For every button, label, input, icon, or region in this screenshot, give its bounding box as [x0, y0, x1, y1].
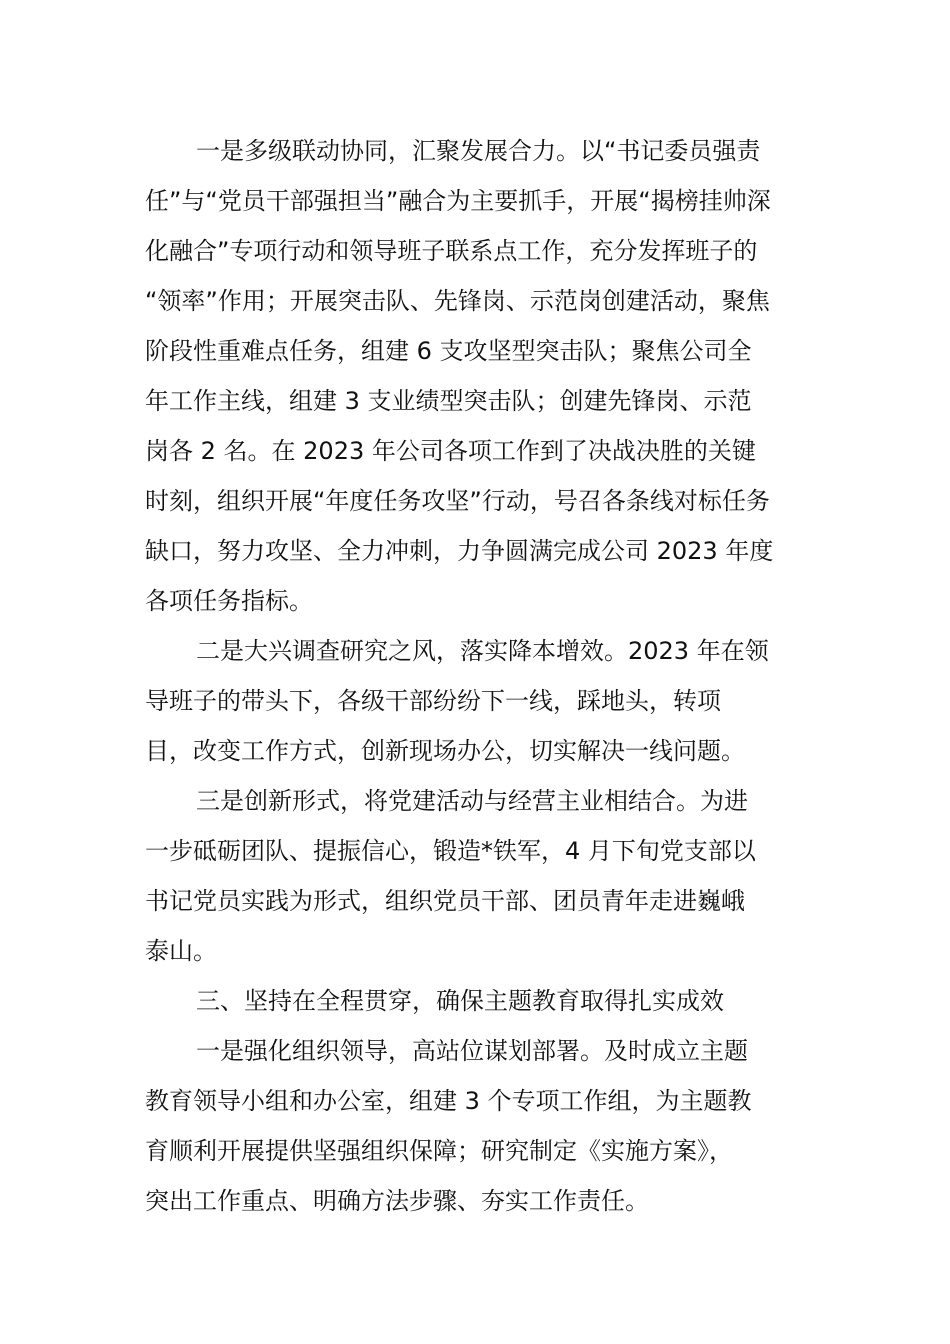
paragraph-3-line-2: 一步砥砺团队、提振信心，锻造*铁军，4 月下旬党支部以 — [145, 837, 756, 865]
paragraph-3-line-3: 书记党员实践为形式，组织党员干部、团员青年走进巍峨 — [145, 887, 745, 915]
paragraph-1-line-10: 各项任务指标。 — [145, 587, 313, 615]
document-body — [145, 126, 810, 1226]
paragraph-4-line-3: 育顺利开展提供坚强组织保障；研究制定《实施方案》， — [145, 1137, 733, 1165]
paragraph-1-line-8: 时刻，组织开展“年度任务攻坚”行动，号召各条线对标任务 — [145, 487, 770, 515]
paragraph-4-line-2: 教育领导小组和办公室，组建 3 个专项工作组，为主题教 — [145, 1087, 752, 1115]
paragraph-1-line-5: 阶段性重难点任务，组建 6 支攻坚型突击队；聚焦公司全 — [145, 337, 752, 365]
paragraph-2-line-1: 二是大兴调查研究之风，落实降本增效。2023 年在领 — [196, 637, 769, 665]
paragraph-1-line-4: “领率”作用；开展突击队、先锋岗、示范岗创建活动，聚焦 — [145, 287, 770, 315]
section-heading: 三、坚持在全程贯穿，确保主题教育取得扎实成效 — [196, 987, 724, 1015]
paragraph-1-line-7: 岗各 2 名。在 2023 年公司各项工作到了决战决胜的关键 — [145, 437, 756, 465]
paragraph-4-line-1: 一是强化组织领导，高站位谋划部署。及时成立主题 — [196, 1037, 748, 1065]
paragraph-1-line-3: 化融合”专项行动和领导班子联系点工作，充分发挥班子的 — [145, 237, 758, 265]
paragraph-1-line-6: 年工作主线，组建 3 支业绩型突击队；创建先锋岗、示范 — [145, 387, 752, 415]
paragraph-4-line-4: 突出工作重点、明确方法步骤、夯实工作责任。 — [145, 1187, 649, 1215]
paragraph-2-line-3: 目，改变工作方式，创新现场办公，切实解决一线问题。 — [145, 737, 745, 765]
paragraph-1-line-1: 一是多级联动协同，汇聚发展合力。以“书记委员强责 — [196, 137, 761, 165]
paragraph-3-line-4: 泰山。 — [145, 937, 217, 965]
paragraph-3-line-1: 三是创新形式，将党建活动与经营主业相结合。为进 — [196, 787, 748, 815]
paragraph-2-line-2: 导班子的带头下，各级干部纷纷下一线，踩地头，转项 — [145, 687, 721, 715]
paragraph-1-line-9: 缺口，努力攻坚、全力冲刺，力争圆满完成公司 2023 年度 — [145, 537, 774, 565]
paragraph-1-line-2: 任”与“党员干部强担当”融合为主要抓手，开展“揭榜挂帅深 — [145, 187, 771, 215]
